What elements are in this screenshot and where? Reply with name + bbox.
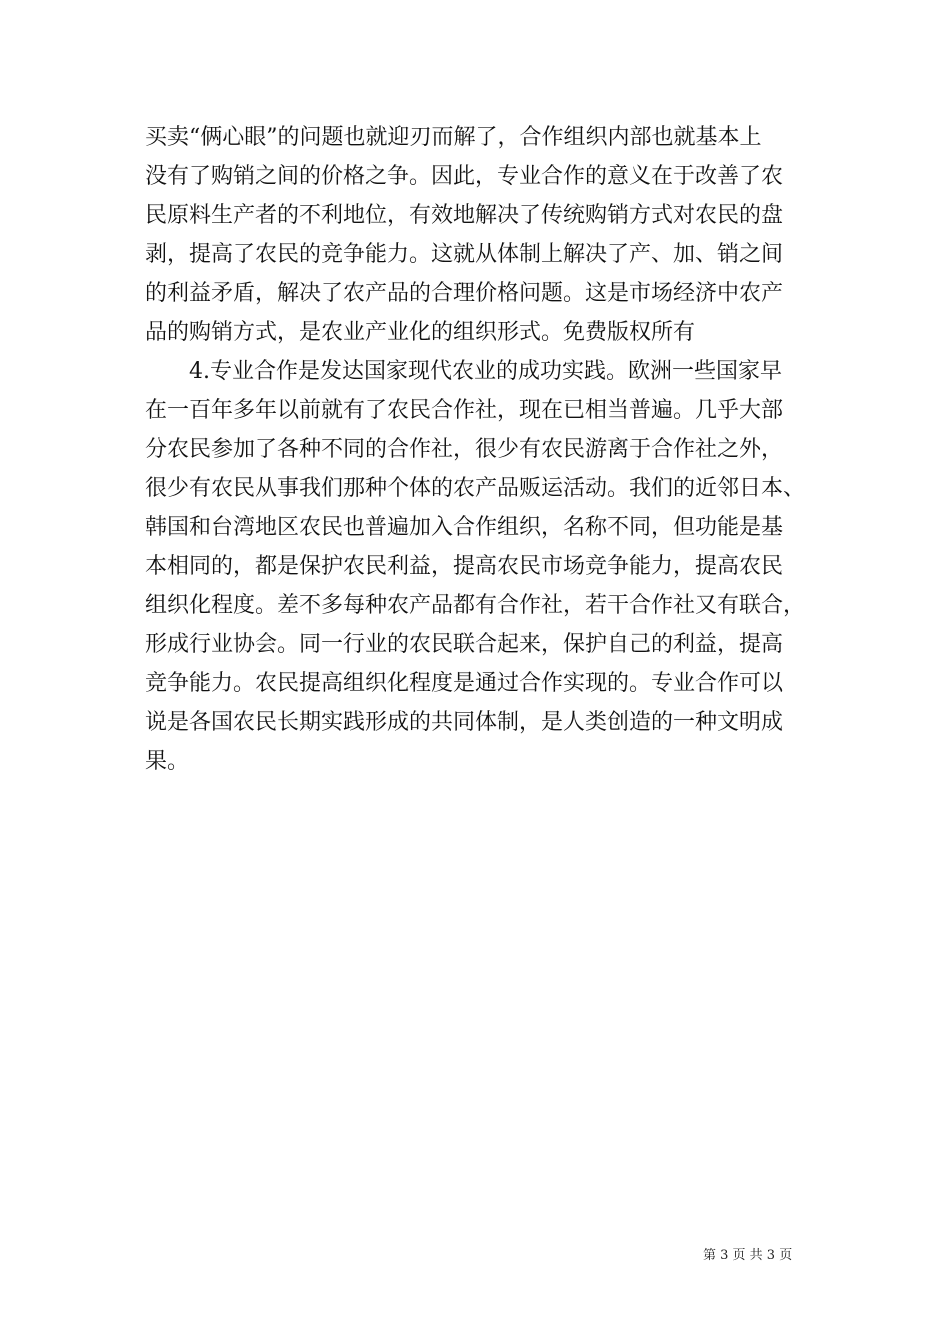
text-line: 品的购销方式，是农业产业化的组织形式。免费版权所有 [145, 320, 696, 345]
text-line: 的利益矛盾，解决了农产品的合理价格问题。这是市场经济中农产 [145, 281, 784, 306]
text-line: 竞争能力。农民提高组织化程度是通过合作实现的。专业合作可以 [145, 671, 784, 696]
text-line: 分农民参加了各种不同的合作社，很少有农民游离于合作社之外， [145, 437, 784, 462]
text-line: 买卖“俩心眼”的问题也就迎刃而解了，合作组织内部也就基本上 [145, 125, 762, 150]
text-line: 没有了购销之间的价格之争。因此，专业合作的意义在于改善了农 [145, 164, 784, 189]
text-line: 剥，提高了农民的竞争能力。这就从体制上解决了产、加、销之间 [145, 242, 784, 267]
body-text [145, 118, 825, 781]
text-line: 在一百年多年以前就有了农民合作社，现在已相当普遍。几乎大部 [145, 398, 784, 423]
text-line: 韩国和台湾地区农民也普遍加入合作组织，名称不同，但功能是基 [145, 515, 784, 540]
page-number-footer: 第 3 页 共 3 页 [703, 1248, 793, 1263]
text-line: 果。 [145, 749, 190, 774]
text-line: 很少有农民从事我们那种个体的农产品贩运活动。我们的近邻日本、 [145, 476, 806, 501]
text-line: 形成行业协会。同一行业的农民联合起来，保护自己的利益，提高 [145, 632, 784, 657]
text-line: 组织化程度。差不多每种农产品都有合作社，若干合作社又有联合， [145, 593, 806, 618]
text-line: 民原料生产者的不利地位，有效地解决了传统购销方式对农民的盘 [145, 203, 784, 228]
paragraph-4-first-line: 4.专业合作是发达国家现代农业的成功实践。欧洲一些国家早 [189, 359, 782, 384]
text-line: 本相同的，都是保护农民利益，提高农民市场竞争能力，提高农民 [145, 554, 784, 579]
text-line: 说是各国农民长期实践形成的共同体制，是人类创造的一种文明成 [145, 710, 784, 735]
